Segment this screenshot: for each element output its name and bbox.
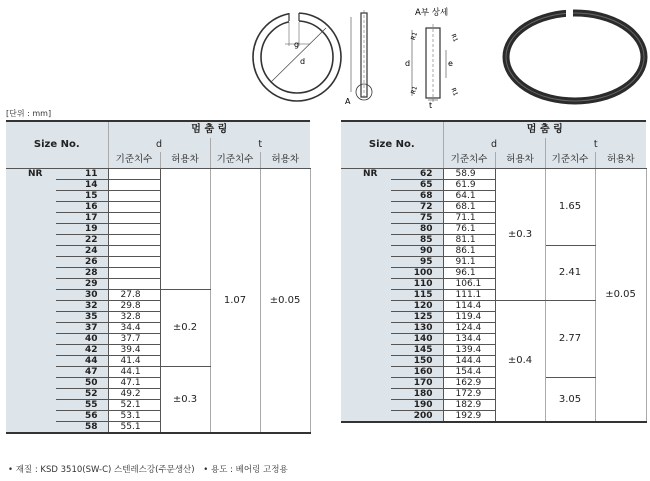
- size-cell: 190: [391, 400, 443, 411]
- header-d: d: [443, 138, 545, 152]
- size-cell: 32: [56, 301, 108, 312]
- d-nominal-cell: 49.2: [108, 389, 160, 400]
- size-cell: 145: [391, 345, 443, 356]
- d-nominal-cell: 124.4: [443, 323, 495, 334]
- size-cell: 65: [391, 180, 443, 191]
- d-nominal-cell: 96.1: [443, 268, 495, 279]
- d-nominal-cell: 39.4: [108, 345, 160, 356]
- t-nominal-cell: 3.05: [545, 378, 595, 423]
- d-nominal-cell: 29.8: [108, 301, 160, 312]
- d-nominal-cell: 44.1: [108, 367, 160, 378]
- label-r1-tl: R1: [409, 31, 420, 42]
- size-cell: 58: [56, 422, 108, 434]
- size-cell: 62: [391, 169, 443, 180]
- d-nominal-cell: 134.4: [443, 334, 495, 345]
- footer-material: • 재질 : KSD 3510(SW-C) 스텐레스강(주문생산): [8, 465, 195, 475]
- d-nominal-cell: 114.4: [443, 301, 495, 312]
- d-nominal-cell: 162.9: [443, 378, 495, 389]
- d-nominal-cell: 52.1: [108, 400, 160, 411]
- header-d-tolerance: 허용차: [495, 152, 545, 169]
- label-d: d: [300, 57, 306, 66]
- ring-diagram: [0, 0, 650, 108]
- t-nominal-cell: 1.07: [210, 169, 260, 434]
- size-cell: 180: [391, 389, 443, 400]
- detail-view: [405, 7, 459, 108]
- header-d-nominal: 기준치수: [108, 152, 160, 169]
- d-nominal-cell: 71.1: [443, 213, 495, 224]
- d-nominal-cell: [108, 191, 160, 202]
- size-cell: 11: [56, 169, 108, 180]
- label-e: e: [448, 59, 453, 68]
- size-cell: 15: [56, 191, 108, 202]
- unit-label: [단위 : mm]: [6, 109, 52, 118]
- d-nominal-cell: 154.4: [443, 367, 495, 378]
- d-nominal-cell: 55.1: [108, 422, 160, 434]
- right-table: [341, 120, 647, 423]
- d-nominal-cell: 68.1: [443, 202, 495, 213]
- d-nominal-cell: 192.9: [443, 411, 495, 423]
- size-cell: 100: [391, 268, 443, 279]
- d-nominal-cell: 81.1: [443, 235, 495, 246]
- size-cell: 29: [56, 279, 108, 290]
- size-cell: 200: [391, 411, 443, 423]
- d-tolerance-cell: [160, 169, 210, 290]
- header-d-nominal: 기준치수: [443, 152, 495, 169]
- label-detail: A부 상세: [415, 8, 449, 18]
- size-cell: 42: [56, 345, 108, 356]
- d-tolerance-cell: ±0.2: [160, 290, 210, 367]
- size-cell: 80: [391, 224, 443, 235]
- ring-photo: [506, 8, 644, 101]
- ring-side-view: [345, 10, 372, 106]
- d-nominal-cell: [108, 279, 160, 290]
- size-cell: 26: [56, 257, 108, 268]
- size-cell: 170: [391, 378, 443, 389]
- d-tolerance-cell: ±0.4: [495, 301, 545, 423]
- d-nominal-cell: 76.1: [443, 224, 495, 235]
- size-cell: 150: [391, 356, 443, 367]
- d-nominal-cell: [108, 213, 160, 224]
- d-tolerance-cell: ±0.3: [495, 169, 545, 301]
- d-nominal-cell: 41.4: [108, 356, 160, 367]
- header-group: 멈 춤 링: [443, 121, 646, 138]
- header-t-nominal: 기준치수: [210, 152, 260, 169]
- label-r1-bl: R1: [409, 85, 420, 96]
- d-nominal-cell: 32.8: [108, 312, 160, 323]
- series-label: NR: [341, 169, 391, 423]
- size-cell: 30: [56, 290, 108, 301]
- size-cell: 72: [391, 202, 443, 213]
- label-d-detail: d: [405, 59, 411, 68]
- size-cell: 14: [56, 180, 108, 191]
- size-cell: 22: [56, 235, 108, 246]
- d-nominal-cell: [108, 257, 160, 268]
- t-tolerance-cell: ±0.05: [260, 169, 310, 434]
- size-cell: 19: [56, 224, 108, 235]
- d-nominal-cell: 53.1: [108, 411, 160, 422]
- size-cell: 16: [56, 202, 108, 213]
- d-nominal-cell: 86.1: [443, 246, 495, 257]
- size-cell: 160: [391, 367, 443, 378]
- t-nominal-cell: 2.77: [545, 301, 595, 378]
- d-nominal-cell: [108, 180, 160, 191]
- t-nominal-cell: 2.41: [545, 246, 595, 301]
- d-nominal-cell: 58.9: [443, 169, 495, 180]
- d-nominal-cell: [108, 169, 160, 180]
- size-cell: 115: [391, 290, 443, 301]
- size-cell: 85: [391, 235, 443, 246]
- header-t-nominal: 기준치수: [545, 152, 595, 169]
- d-nominal-cell: [108, 235, 160, 246]
- size-cell: 52: [56, 389, 108, 400]
- d-nominal-cell: [108, 202, 160, 213]
- t-nominal-cell: 1.65: [545, 169, 595, 246]
- header-t-tolerance: 허용차: [260, 152, 310, 169]
- table-row: [6, 169, 310, 180]
- size-cell: 35: [56, 312, 108, 323]
- d-tolerance-cell: ±0.3: [160, 367, 210, 434]
- label-r1-br: R1: [449, 87, 459, 98]
- d-nominal-cell: 91.1: [443, 257, 495, 268]
- size-cell: 125: [391, 312, 443, 323]
- label-a: A: [345, 97, 351, 106]
- d-nominal-cell: 47.1: [108, 378, 160, 389]
- d-nominal-cell: 144.4: [443, 356, 495, 367]
- size-cell: 68: [391, 191, 443, 202]
- size-cell: 130: [391, 323, 443, 334]
- size-cell: 50: [56, 378, 108, 389]
- size-cell: 140: [391, 334, 443, 345]
- size-cell: 47: [56, 367, 108, 378]
- header-t: t: [545, 138, 646, 152]
- size-cell: 95: [391, 257, 443, 268]
- header-t: t: [210, 138, 310, 152]
- d-nominal-cell: 111.1: [443, 290, 495, 301]
- size-cell: 110: [391, 279, 443, 290]
- size-cell: 24: [56, 246, 108, 257]
- size-cell: 28: [56, 268, 108, 279]
- footer-usage: • 용도 : 베어링 고정용: [203, 465, 288, 475]
- d-nominal-cell: 37.7: [108, 334, 160, 345]
- d-nominal-cell: 64.1: [443, 191, 495, 202]
- ring-front-view: [253, 11, 341, 101]
- d-nominal-cell: 106.1: [443, 279, 495, 290]
- header-t-tolerance: 허용차: [595, 152, 646, 169]
- label-g: g: [294, 40, 300, 49]
- label-t: t: [429, 101, 433, 108]
- d-nominal-cell: 139.4: [443, 345, 495, 356]
- size-cell: 120: [391, 301, 443, 312]
- size-cell: 75: [391, 213, 443, 224]
- d-nominal-cell: 34.4: [108, 323, 160, 334]
- size-cell: 90: [391, 246, 443, 257]
- d-nominal-cell: [108, 224, 160, 235]
- header-d: d: [108, 138, 210, 152]
- t-tolerance-cell: ±0.05: [595, 169, 646, 423]
- d-nominal-cell: 119.4: [443, 312, 495, 323]
- size-cell: 40: [56, 334, 108, 345]
- series-label: NR: [6, 169, 56, 434]
- footer: [8, 463, 294, 475]
- d-nominal-cell: 61.9: [443, 180, 495, 191]
- header-size-no: Size No.: [341, 121, 443, 169]
- d-nominal-cell: 172.9: [443, 389, 495, 400]
- size-cell: 17: [56, 213, 108, 224]
- header-size-no: Size No.: [6, 121, 108, 169]
- header-d-tolerance: 허용차: [160, 152, 210, 169]
- label-r1-tr: R1: [449, 33, 459, 44]
- size-cell: 55: [56, 400, 108, 411]
- size-cell: 56: [56, 411, 108, 422]
- left-table: [6, 120, 311, 434]
- d-nominal-cell: 182.9: [443, 400, 495, 411]
- d-nominal-cell: [108, 268, 160, 279]
- d-nominal-cell: [108, 246, 160, 257]
- d-nominal-cell: 27.8: [108, 290, 160, 301]
- header-group: 멈 춤 링: [108, 121, 310, 138]
- size-cell: 37: [56, 323, 108, 334]
- size-cell: 44: [56, 356, 108, 367]
- table-row: [341, 169, 646, 180]
